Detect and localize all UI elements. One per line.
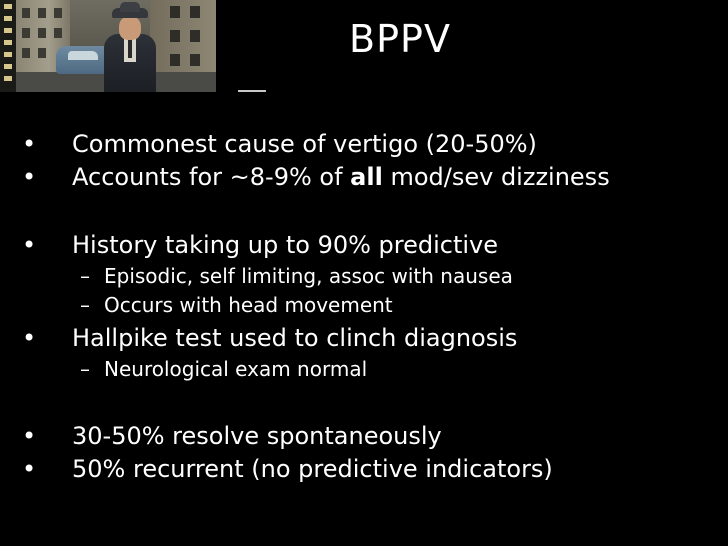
bullet-text-part: mod/sev dizziness	[382, 163, 610, 191]
bullet-item	[0, 161, 700, 193]
bullet-marker: •	[22, 163, 37, 191]
sub-bullet-text: Occurs with head movement	[104, 293, 393, 317]
sub-bullet-marker: –	[80, 264, 90, 288]
sub-bullet-text: Neurological exam normal	[104, 357, 368, 381]
slide-title: BPPV	[349, 17, 451, 61]
bullet-item	[0, 420, 700, 452]
sub-bullet-text: Episodic, self limiting, assoc with nausea	[104, 264, 513, 288]
header-divider	[238, 90, 266, 92]
sub-bullet-item	[0, 262, 700, 290]
bullet-item	[0, 453, 700, 485]
sub-bullet-item	[0, 291, 700, 319]
bullet-item	[0, 229, 700, 261]
bullet-marker: •	[22, 422, 37, 450]
sub-bullet-item	[0, 355, 700, 383]
bullet-text	[72, 161, 610, 193]
bullet-marker: •	[22, 231, 37, 259]
bullet-text: 30-50% resolve spontaneously	[72, 422, 442, 450]
bullet-text: Hallpike test used to clinch diagnosis	[72, 324, 518, 352]
bullet-item	[0, 128, 700, 160]
bullet-text: History taking up to 90% predictive	[72, 231, 499, 259]
film-strip-edge	[0, 0, 16, 92]
bullet-text: Commonest cause of vertigo (20-50%)	[72, 130, 537, 158]
bullet-marker: •	[22, 130, 37, 158]
sub-bullet-marker: –	[80, 293, 90, 317]
bullet-text: 50% recurrent (no predictive indicators)	[72, 455, 553, 483]
header-photo	[0, 0, 216, 92]
bullet-marker: •	[22, 324, 37, 352]
bullet-item	[0, 322, 700, 354]
bullet-text-emphasis: all	[350, 163, 383, 191]
sub-bullet-marker: –	[80, 357, 90, 381]
bullet-text-part: Accounts for ~8-9% of	[72, 163, 351, 191]
bullet-marker: •	[22, 455, 37, 483]
